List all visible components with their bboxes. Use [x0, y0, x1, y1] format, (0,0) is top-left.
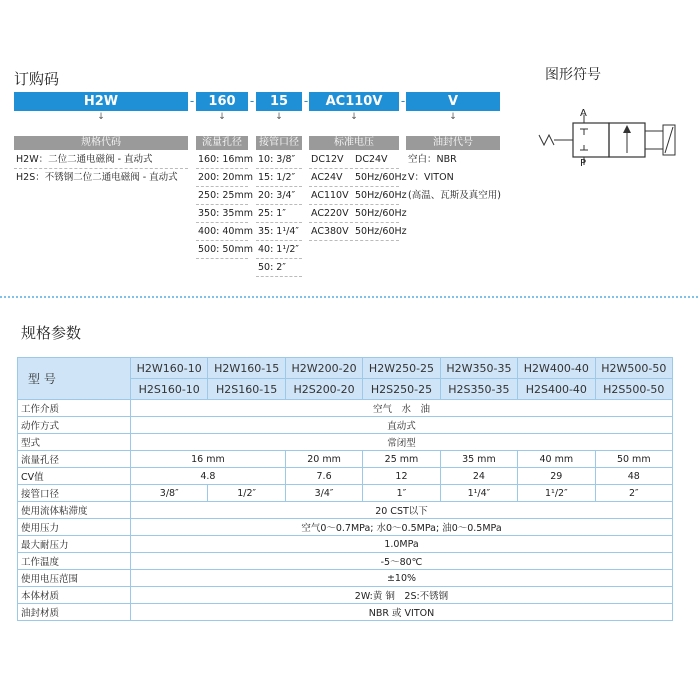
- list-item: 10: 3/8″: [256, 151, 302, 169]
- table-row: [18, 553, 673, 570]
- order-code-title: 订购码: [14, 70, 60, 88]
- port-list: [256, 151, 302, 277]
- list-item: 20: 3/4″: [256, 187, 302, 205]
- row-label: CV值: [18, 468, 131, 485]
- table-row: [18, 468, 673, 485]
- row-label: 接管口径: [18, 485, 131, 502]
- list-item: 35: 1¹/4″: [256, 223, 302, 241]
- row-value: 空气0～0.7MPa; 水0～0.5MPa; 油0～0.5MPa: [131, 519, 673, 536]
- row-value: 1¹/2″: [518, 485, 595, 502]
- row-value: 2″: [595, 485, 672, 502]
- list-item: AC220V 50Hz/60Hz: [309, 205, 399, 223]
- orifice-list: [196, 151, 253, 259]
- row-value: 直动式: [131, 417, 673, 434]
- model-cell: H2W160-10: [131, 358, 208, 379]
- model-cell: H2S160-10: [131, 379, 208, 400]
- down-arrow-icon: ↓: [275, 112, 283, 122]
- order-separator: -: [189, 94, 195, 108]
- model-header: 型 号: [18, 358, 131, 400]
- row-value: 12: [363, 468, 440, 485]
- list-item: (高温、瓦斯及真空用): [408, 190, 501, 201]
- order-segment-seal: V: [406, 92, 500, 111]
- row-value: -5～80℃: [131, 553, 673, 570]
- order-separator: -: [249, 94, 255, 108]
- table-row: [18, 587, 673, 604]
- table-row: [18, 358, 673, 379]
- row-value: 20 mm: [285, 451, 362, 468]
- row-label: 型式: [18, 434, 131, 451]
- row-value: 25 mm: [363, 451, 440, 468]
- row-value: 35 mm: [440, 451, 517, 468]
- down-arrow-icon: ↓: [350, 112, 358, 122]
- row-value: 7.6: [285, 468, 362, 485]
- table-row: [18, 451, 673, 468]
- order-separator: -: [400, 94, 406, 108]
- model-cell: H2S160-15: [208, 379, 285, 400]
- down-arrow-icon: ↓: [218, 112, 226, 122]
- down-arrow-icon: ↓: [97, 112, 105, 122]
- row-label: 工作温度: [18, 553, 131, 570]
- list-item: 500: 50mm: [196, 241, 248, 259]
- row-value: 1¹/4″: [440, 485, 517, 502]
- row-value: 1″: [363, 485, 440, 502]
- spec-title: 规格参数: [21, 324, 82, 342]
- list-item: V：VITON: [408, 172, 454, 183]
- list-item: DC12V DC24V: [309, 151, 399, 169]
- order-segment-model: H2W: [14, 92, 188, 111]
- model-cell: H2W250-25: [363, 358, 440, 379]
- model-cell: H2W200-20: [285, 358, 362, 379]
- row-value: 50 mm: [595, 451, 672, 468]
- row-label: 流量孔径: [18, 451, 131, 468]
- row-value: 24: [440, 468, 517, 485]
- row-label: 最大耐压力: [18, 536, 131, 553]
- row-value: ±10%: [131, 570, 673, 587]
- list-item: AC380V 50Hz/60Hz: [309, 223, 399, 241]
- table-row: [18, 400, 673, 417]
- voltage-list: [309, 151, 407, 241]
- valve-symbol-icon: [535, 105, 695, 175]
- table-row: [18, 485, 673, 502]
- row-label: 使用压力: [18, 519, 131, 536]
- list-item: 400: 40mm: [196, 223, 248, 241]
- row-label: 工作介质: [18, 400, 131, 417]
- header-seal: 油封代号: [406, 136, 500, 150]
- row-label: 使用流体粘滞度: [18, 502, 131, 519]
- model-cell: H2W350-35: [440, 358, 517, 379]
- list-item: 15: 1/2″: [256, 169, 302, 187]
- row-value: 16 mm: [131, 451, 286, 468]
- list-item: AC24V 50Hz/60Hz: [309, 169, 399, 187]
- order-separator: -: [303, 94, 309, 108]
- row-label: 油封材质: [18, 604, 131, 621]
- model-cell: H2S250-25: [363, 379, 440, 400]
- table-row: [18, 604, 673, 621]
- model-cell: H2W500-50: [595, 358, 672, 379]
- row-label: 本体材质: [18, 587, 131, 604]
- model-cell: H2W400-40: [518, 358, 595, 379]
- model-cell: H2S350-35: [440, 379, 517, 400]
- port-p-label: P: [580, 158, 587, 169]
- order-segment-port: 15: [256, 92, 302, 111]
- list-item: 40: 1¹/2″: [256, 241, 302, 259]
- row-label: 动作方式: [18, 417, 131, 434]
- row-value: 48: [595, 468, 672, 485]
- model-cell: H2S500-50: [595, 379, 672, 400]
- list-item: 空白：NBR: [408, 154, 457, 165]
- table-row: [18, 570, 673, 587]
- model-cell: H2W160-15: [208, 358, 285, 379]
- table-row: [18, 519, 673, 536]
- row-value: 1.0MPa: [131, 536, 673, 553]
- table-row: [18, 434, 673, 451]
- section-divider: [0, 296, 700, 298]
- row-value: 40 mm: [518, 451, 595, 468]
- row-value: 3/4″: [285, 485, 362, 502]
- model-cell: H2S400-40: [518, 379, 595, 400]
- list-item: H2W：二位二通电磁阀 - 直动式: [14, 151, 188, 169]
- list-item: 200: 20mm: [196, 169, 248, 187]
- order-segment-orifice: 160: [196, 92, 248, 111]
- symbol-title: 图形符号: [545, 67, 601, 83]
- row-value: NBR 或 VITON: [131, 604, 673, 621]
- header-orifice: 流量孔径: [196, 136, 248, 150]
- list-item: 250: 25mm: [196, 187, 248, 205]
- row-value: 常闭型: [131, 434, 673, 451]
- row-value: 3/8″: [131, 485, 208, 502]
- list-item: 160: 16mm: [196, 151, 248, 169]
- spec-table: [17, 357, 673, 621]
- header-port: 接管口径: [256, 136, 302, 150]
- row-value: 20 CST以下: [131, 502, 673, 519]
- header-spec-code: 规格代码: [14, 136, 188, 150]
- row-label: 使用电压范围: [18, 570, 131, 587]
- list-item: AC110V 50Hz/60Hz: [309, 187, 399, 205]
- down-arrow-icon: ↓: [449, 112, 457, 122]
- table-row: [18, 502, 673, 519]
- row-value: 4.8: [131, 468, 286, 485]
- spec-code-list: [14, 151, 188, 187]
- order-segment-voltage: AC110V: [309, 92, 399, 111]
- seal-list: [406, 151, 506, 205]
- table-row: [18, 536, 673, 553]
- list-item: 350: 35mm: [196, 205, 248, 223]
- list-item: H2S：不锈钢二位二通电磁阀 - 直动式: [16, 172, 178, 183]
- row-value: 29: [518, 468, 595, 485]
- row-value: 2W:黄 铜 2S:不锈钢: [131, 587, 673, 604]
- table-row: [18, 417, 673, 434]
- header-voltage: 标准电压: [309, 136, 399, 150]
- list-item: 50: 2″: [256, 259, 302, 277]
- port-a-label: A: [580, 108, 587, 119]
- list-item: 25: 1″: [256, 205, 302, 223]
- model-cell: H2S200-20: [285, 379, 362, 400]
- row-value: 1/2″: [208, 485, 285, 502]
- row-value: 空气 水 油: [131, 400, 673, 417]
